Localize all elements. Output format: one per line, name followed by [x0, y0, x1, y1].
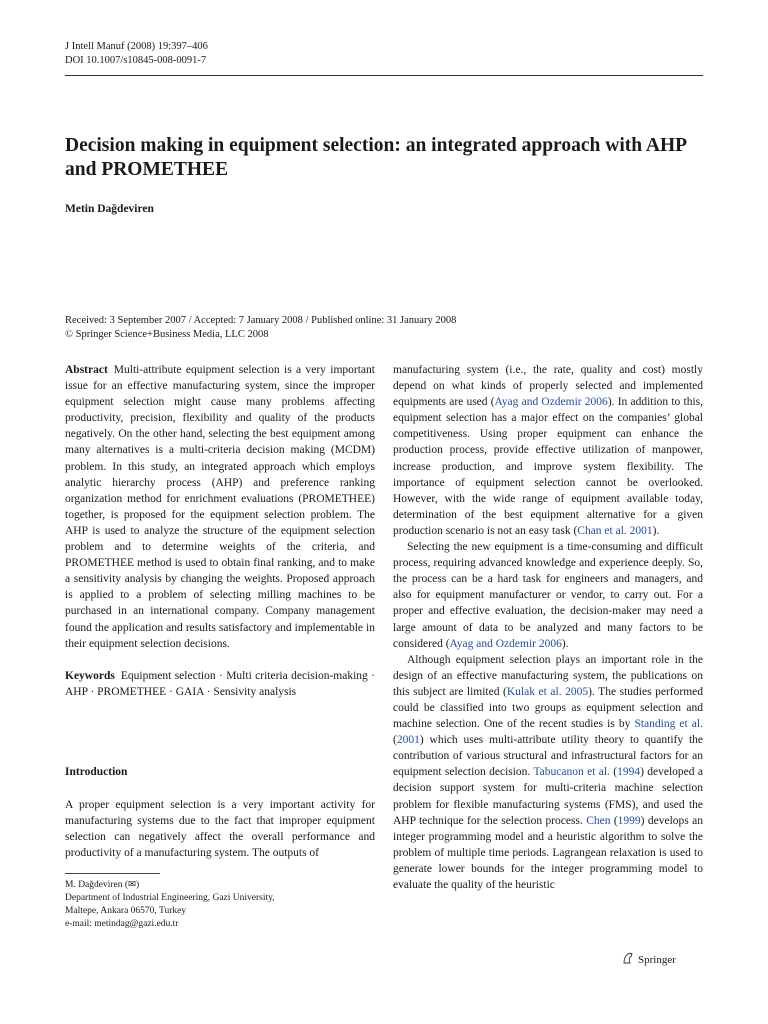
text-run: ) develops an integer programming model and a heuristic algorithm to solve the problem of multiple time periods. Lagrangean relaxation is used to generate lower bounds for the integer programming model to evaluate the quality of the heuristic	[393, 814, 703, 891]
citation-link[interactable]: Tabucanon et al.	[533, 766, 610, 779]
footnote-name: M. Dağdeviren (✉)	[65, 880, 140, 890]
text-run: ). The studies performed could be classified into two groups as equipment selection and machine selection. One of the recent studies is by	[393, 685, 704, 731]
footnote-email: e-mail: metindag@gazi.edu.tr	[65, 919, 179, 929]
publication-dates	[65, 314, 456, 342]
citation-link[interactable]: 1999	[617, 814, 641, 827]
text-run: Selecting the new equipment is a time-consuming and difficult process, requiring advanced knowledge and experience deeply. So, the process can be a hard task for engineers and managers, and also for equipment manufacturer or vendor, to carry out. For a proper and effective evaluation, the decision-maker may need a large amount of data to be analyzed and many factors to be considered (	[393, 541, 703, 650]
abstract-label: Abstract	[65, 364, 108, 376]
publisher-mark	[622, 952, 676, 967]
text-run: ).	[652, 524, 660, 537]
introduction-text: A proper equipment selection is a very important activity for manufacturing systems due to the fact that improper equipment selection can negatively affect the overall performance and productivity of a manufacturing system. The outputs of	[65, 799, 375, 860]
footnote-dept: Department of Industrial Engineering, Gazi University,	[65, 893, 275, 903]
right-column	[393, 362, 703, 893]
citation-link[interactable]: Ayag and Ozdemir 2006	[494, 396, 608, 409]
journal-header	[65, 40, 208, 68]
author-footnote	[65, 879, 275, 931]
text-run: (	[610, 814, 618, 827]
abstract-text: Multi-attribute equipment selection is a very important issue for an effective manufacturing system, since the improper equipment selection might cause many problems affecting productivity, precision, flexibility and quality of the products negatively. On the other hand, selecting the best equipment among many alternatives is a multi-criteria decision making (MCDM) problem. In this study, an integrated approach which employs analytic hierarchy process (AHP) and preference ranking organization method for enrichment evaluations (PROMETHEE) together, is proposed for the equipment selection problem. The AHP is used to analyze the structure of the equipment selection problem and to determine weights of the criteria, and PROMETHEE method is used to obtain final ranking, and to make a sensitivity analysis by changing the weights. Proposed approach is applied to a problem of selecting milling machines to be purchased in an international company. Company management found the application and results satisfactory and implementable in their equipment selection decisions.	[65, 364, 375, 650]
citation-link[interactable]: Standing et al.	[634, 718, 703, 731]
author-name: Metin Dağdeviren	[65, 203, 154, 215]
keywords	[65, 668, 375, 700]
text-run: (	[609, 766, 618, 779]
footnote-divider	[65, 873, 160, 874]
text-run: ). In addition to this, equipment selection has a major effect on the companies’ global competitiveness. Using proper equipment can enhance the production process, provide effective utilization of manpower, increase production, and improve system flexibility. The importance of equipment selection cannot be overlooked. However, with the wide range of equipment available today, determination of the best equipment alternative for a given production scenario is not an easy task (	[393, 396, 703, 537]
text-run: ) developed a decision support system for multi-criteria machine selection problem for flexible manufacturing systems (FMS), and used the AHP technique for the selection process.	[393, 766, 703, 827]
citation-link[interactable]: Ayag and Ozdemir 2006	[449, 637, 562, 650]
header-divider	[65, 75, 703, 76]
text-run: ).	[561, 637, 569, 650]
introduction-heading: Introduction	[65, 766, 128, 778]
paragraph-2	[393, 539, 703, 652]
left-column	[65, 362, 375, 700]
springer-horse-icon	[622, 952, 634, 967]
footnote-address: Maltepe, Ankara 06570, Turkey	[65, 906, 187, 916]
citation-link[interactable]: 1994	[617, 766, 641, 779]
copyright-line: © Springer Science+Business Media, LLC 2008	[65, 329, 269, 340]
publisher-name: Springer	[638, 953, 676, 966]
keywords-text: Equipment selection · Multi criteria decision-making · AHP · PROMETHEE · GAIA · Sensivity analysis	[65, 669, 375, 698]
citation-link[interactable]: Chen	[586, 814, 611, 827]
paper-title: Decision making in equipment selection: an integrated approach with AHP and PROMETHEE	[65, 135, 686, 180]
paragraph-1	[393, 362, 703, 539]
text-run: ) which uses multi-attribute utility theory to quantify the contribution of various structural and infrastructural factors for an equipment selection decision.	[393, 734, 703, 779]
text-run: manufacturing system (i.e., the rate, quality and cost) mostly depend on what kinds of properly selected and implemented equipments are used (	[393, 364, 703, 409]
text-run: Although equipment selection plays an important role in the design of an effective manufacturing system, the publications on this subject are limited (	[393, 653, 703, 698]
paragraph-3	[393, 652, 703, 893]
citation-link[interactable]: Chan et al. 2001	[577, 524, 653, 537]
doi: DOI 10.1007/s10845-008-0091-7	[65, 55, 207, 66]
keywords-label: Keywords	[65, 669, 115, 682]
citation-link[interactable]: Kulak et al. 2005	[506, 685, 589, 698]
text-run: (	[393, 734, 397, 747]
journal-reference: J Intell Manuf (2008) 19:397–406	[65, 41, 208, 52]
abstract	[65, 362, 375, 652]
dates-line: Received: 3 September 2007 / Accepted: 7 January 2008 / Published online: 31 January 2008	[65, 315, 457, 326]
citation-link[interactable]: 2001	[396, 734, 420, 747]
